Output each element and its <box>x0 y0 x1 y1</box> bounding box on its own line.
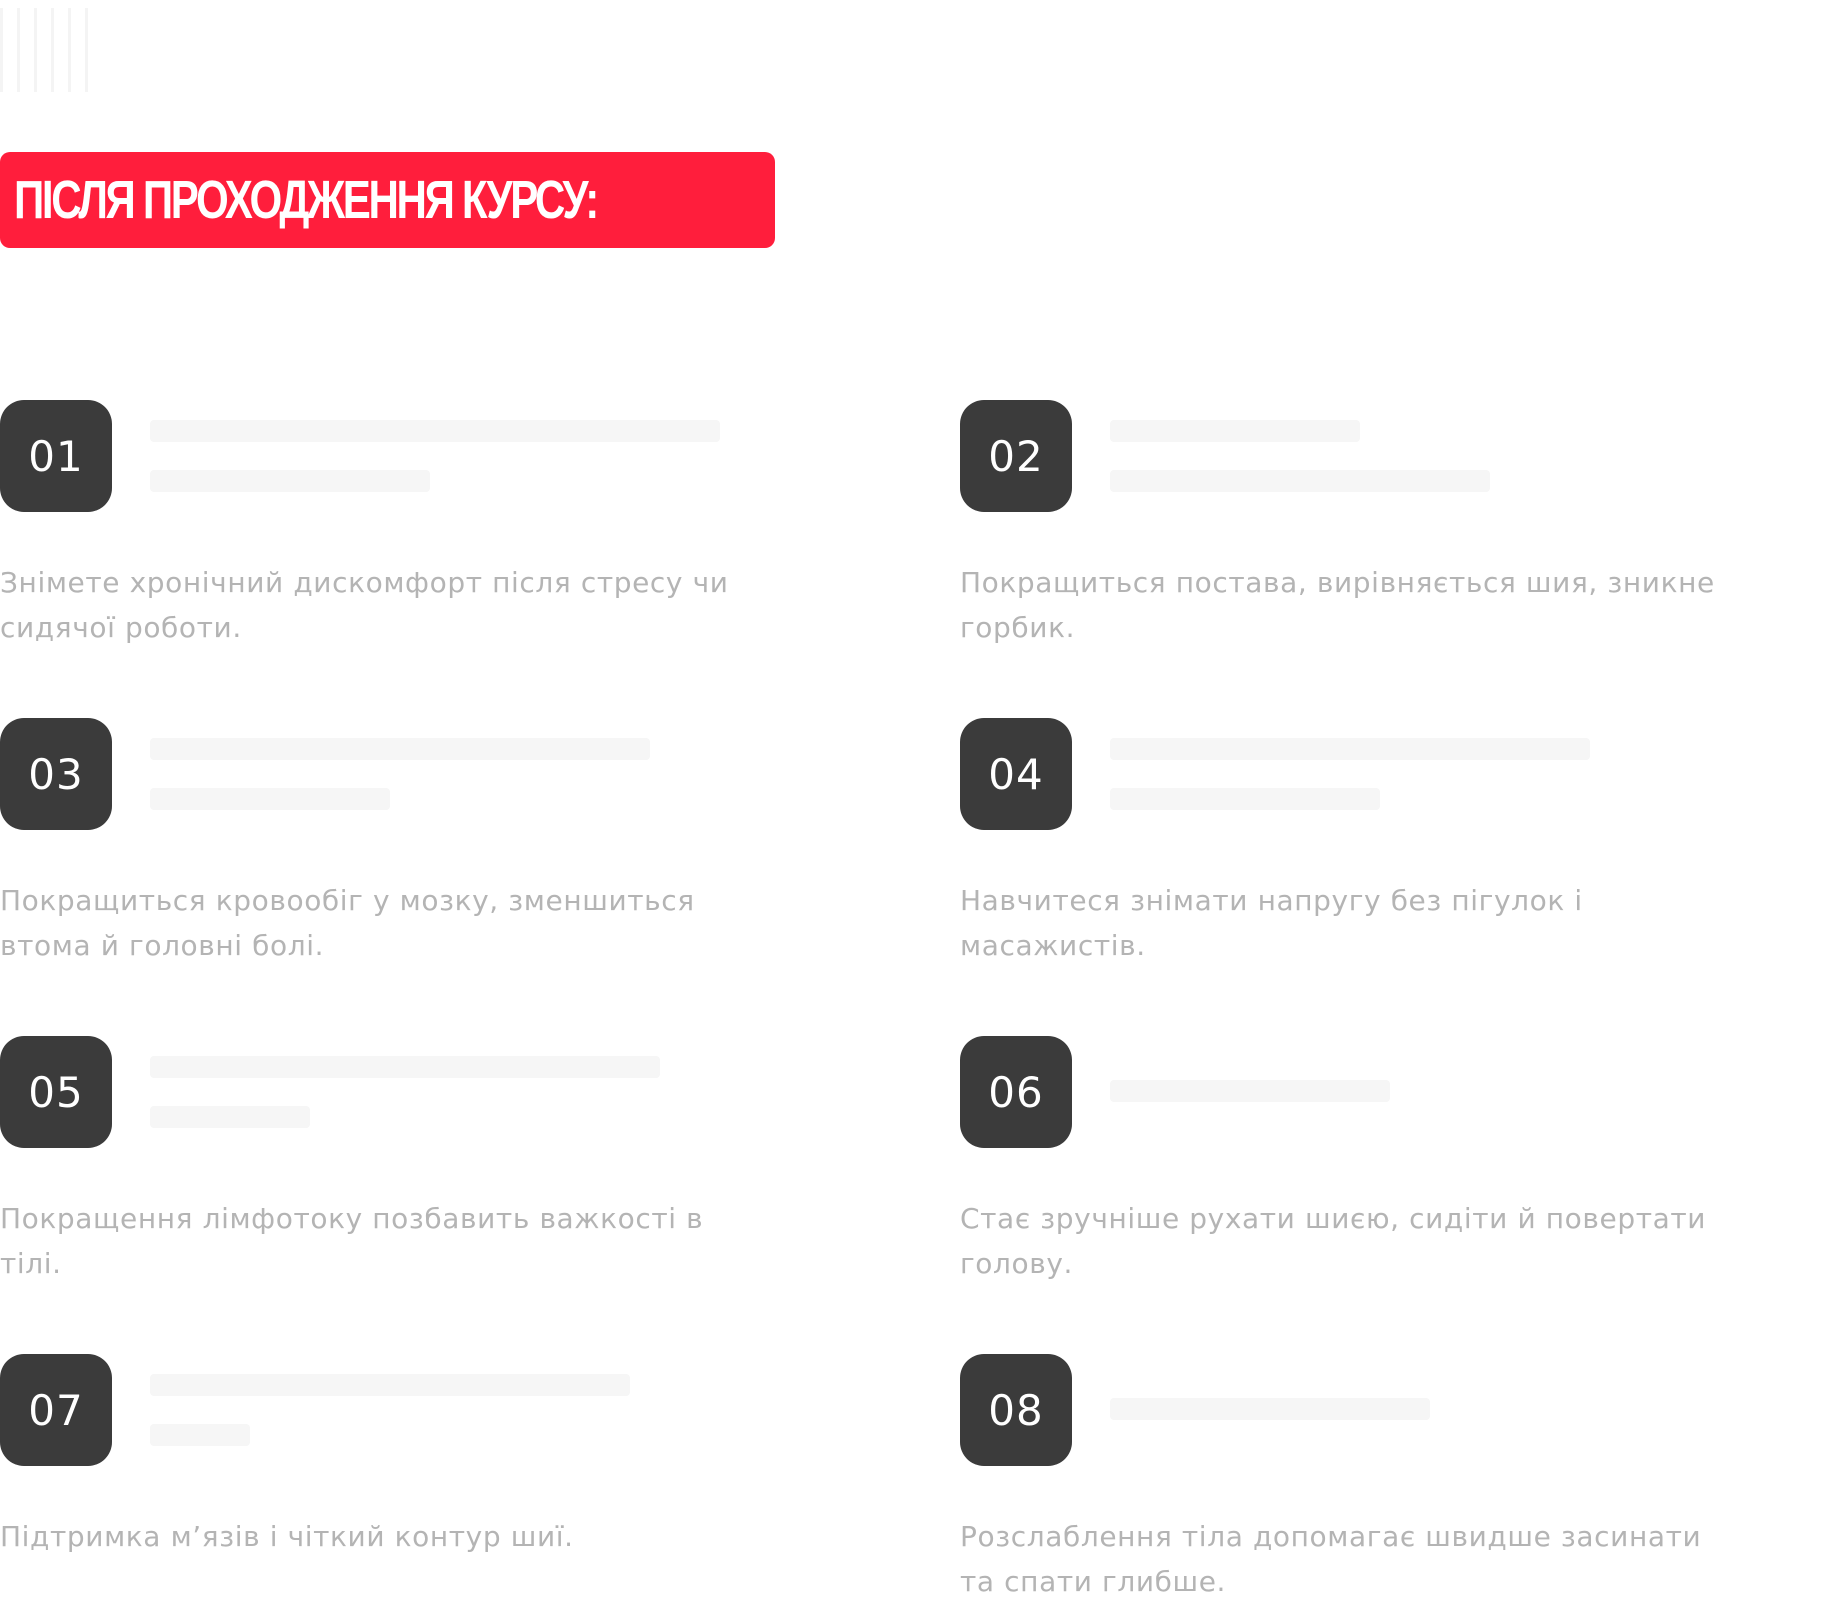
benefit-item <box>0 1036 780 1296</box>
decorative-stroke <box>51 8 54 92</box>
benefit-title-placeholder <box>1110 738 1590 760</box>
benefit-number-badge: 06 <box>960 1036 1072 1148</box>
benefit-description: Стає зручніше рухати шиєю, сидіти й повертати голову. <box>960 1202 1707 1280</box>
benefit-title-placeholder <box>150 420 720 442</box>
benefit-item <box>0 400 780 660</box>
benefit-title-placeholder <box>1110 1080 1390 1102</box>
benefit-description: Покращиться кровообіг у мозку, зменшиться втома й головні болі. <box>0 884 695 962</box>
benefit-description: Покращення лімфотоку позбавить важкості в тілі. <box>0 1202 704 1280</box>
benefit-number-badge: 02 <box>960 400 1072 512</box>
benefit-title-placeholder <box>150 738 650 760</box>
benefit-title-placeholder <box>1110 470 1490 492</box>
benefit-title-placeholder <box>150 1056 660 1078</box>
benefit-item <box>0 718 780 978</box>
decorative-stroke <box>68 8 71 92</box>
benefit-title-placeholder <box>1110 1398 1430 1420</box>
decorative-stroke <box>0 8 3 92</box>
benefit-title-placeholder <box>150 1106 310 1128</box>
benefit-number-badge: 05 <box>0 1036 112 1148</box>
benefit-title-placeholder <box>150 1424 250 1446</box>
benefit-description: Покращиться постава, вирівняється шия, зникне горбик. <box>960 566 1715 644</box>
decorative-stroke <box>85 8 88 92</box>
decorative-stroke <box>17 8 20 92</box>
benefit-description: Навчитеся знімати напругу без пігулок і масажистів. <box>960 884 1583 962</box>
benefit-number-badge: 03 <box>0 718 112 830</box>
section-heading: ПІСЛЯ ПРОХОДЖЕННЯ КУРСУ: <box>14 170 597 230</box>
benefit-item <box>960 400 1740 660</box>
benefit-title-placeholder <box>1110 420 1360 442</box>
benefit-description: Знімете хронічний дискомфорт після стресу чи сидячої роботи. <box>0 566 729 644</box>
benefit-number-badge: 07 <box>0 1354 112 1466</box>
benefit-item <box>0 1354 780 1614</box>
benefit-item <box>960 1354 1740 1614</box>
benefit-title-placeholder <box>150 470 430 492</box>
section-heading-badge <box>0 152 775 248</box>
benefit-title-placeholder <box>150 788 390 810</box>
benefit-number-badge: 01 <box>0 400 112 512</box>
benefit-item <box>960 718 1740 978</box>
benefit-description: Підтримка м’язів і чіткий контур шиї. <box>0 1520 574 1553</box>
decorative-background-title <box>0 8 88 92</box>
benefit-description: Розслаблення тіла допомагає швидше засинати та спати глибше. <box>960 1520 1702 1598</box>
benefit-item <box>960 1036 1740 1296</box>
benefit-title-placeholder <box>150 1374 630 1396</box>
benefit-title-placeholder <box>1110 788 1380 810</box>
benefit-number-badge: 08 <box>960 1354 1072 1466</box>
decorative-stroke <box>34 8 37 92</box>
benefit-number-badge: 04 <box>960 718 1072 830</box>
